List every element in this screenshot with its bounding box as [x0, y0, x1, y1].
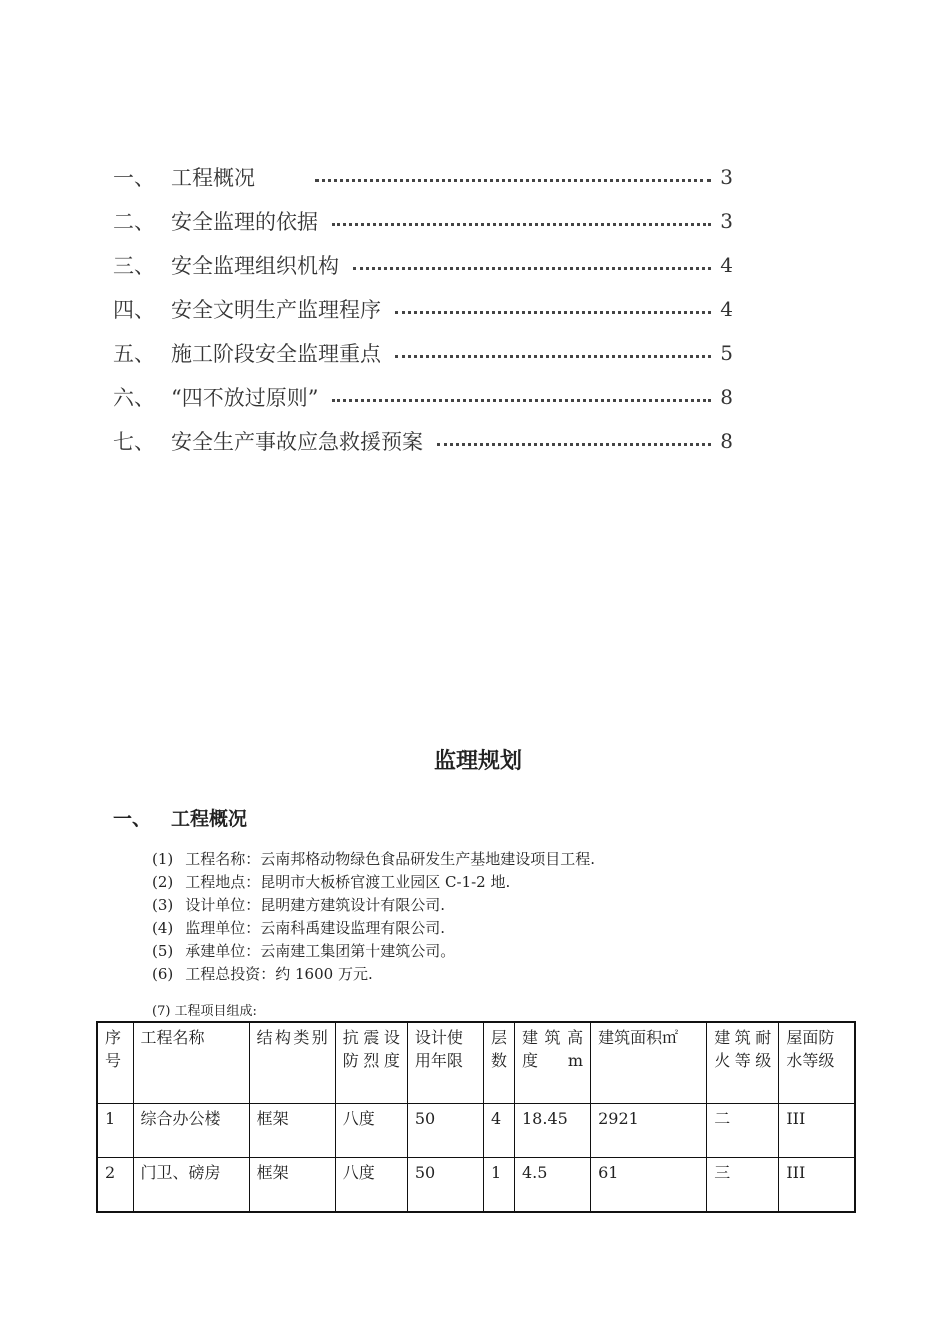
- toc-entry[interactable]: [113, 199, 733, 243]
- toc-page-number: 8: [720, 385, 733, 409]
- header-cell: 层数: [483, 1022, 514, 1104]
- table-cell: 4: [483, 1104, 514, 1158]
- toc-page-number: 4: [720, 297, 733, 321]
- table-cell: 50: [407, 1104, 483, 1158]
- header-cell: 建筑耐火等级: [707, 1022, 779, 1104]
- toc-entry[interactable]: [113, 419, 733, 463]
- table-cell: III: [779, 1104, 855, 1158]
- toc-leader-dots: [395, 311, 711, 314]
- info-index: (3): [152, 896, 174, 914]
- section-heading: [113, 804, 247, 831]
- project-info-list: [152, 848, 595, 986]
- info-item: [152, 848, 595, 871]
- toc-entry[interactable]: [113, 155, 733, 199]
- toc-number: 七、: [113, 430, 155, 454]
- info-item: [152, 894, 595, 917]
- toc-number: 三、: [113, 254, 155, 278]
- toc-title: 安全文明生产监理程序: [171, 298, 381, 322]
- toc-number: 四、: [113, 298, 155, 322]
- header-cell: 序号: [97, 1022, 133, 1104]
- table-of-contents: [113, 155, 733, 463]
- toc-page-number: 8: [720, 429, 733, 453]
- toc-title: 施工阶段安全监理重点: [171, 342, 381, 366]
- toc-page-number: 5: [720, 341, 733, 365]
- info-text: 承建单位：云南建工集团第十建筑公司。: [185, 942, 456, 960]
- toc-page-number: 3: [720, 165, 733, 189]
- info-index: (5): [152, 942, 174, 960]
- toc-title: 安全监理的依据: [171, 210, 318, 234]
- section-number: 一、: [113, 808, 152, 830]
- info-item: [152, 871, 595, 894]
- toc-number: 五、: [113, 342, 155, 366]
- info-text: 工程地点：昆明市大板桥官渡工业园区 C-1-2 地.: [185, 873, 511, 891]
- header-cell: 设计使用年限: [407, 1022, 483, 1104]
- toc-entry[interactable]: [113, 243, 733, 287]
- info-index: (4): [152, 919, 174, 937]
- project-composition-table: [96, 1021, 856, 1213]
- table-cell: 八度: [335, 1158, 407, 1213]
- table-cell: 2921: [591, 1104, 707, 1158]
- toc-leader-dots: [395, 355, 711, 358]
- composition-label: (7) 工程项目组成:: [152, 1004, 257, 1019]
- toc-leader-dots: [332, 223, 711, 226]
- document-title: 监理规划: [433, 749, 522, 774]
- table-row: [97, 1104, 855, 1158]
- table-cell: 2: [97, 1158, 133, 1213]
- header-cell: 抗震设防烈度: [335, 1022, 407, 1104]
- info-index: (1): [152, 850, 174, 868]
- info-item: [152, 917, 595, 940]
- toc-number: 一、: [113, 166, 155, 190]
- header-cell: 结构类别: [249, 1022, 335, 1104]
- toc-entry[interactable]: [113, 375, 733, 419]
- info-item: [152, 940, 595, 963]
- table-cell: 50: [407, 1158, 483, 1213]
- info-text: 监理单位：云南科禹建设监理有限公司.: [185, 919, 446, 937]
- table-cell: 二: [707, 1104, 779, 1158]
- table-cell: 4.5: [515, 1158, 591, 1213]
- table-cell: 61: [591, 1158, 707, 1213]
- header-cell: 建筑高度m: [515, 1022, 591, 1104]
- header-cell: 屋面防水等级: [779, 1022, 855, 1104]
- toc-leader-dots: [315, 179, 711, 182]
- table-cell: 三: [707, 1158, 779, 1213]
- toc-entry[interactable]: [113, 331, 733, 375]
- toc-leader-dots: [332, 399, 711, 402]
- toc-title: 安全生产事故应急救援预案: [171, 430, 423, 454]
- info-text: 工程总投资：约 1600 万元.: [185, 965, 373, 983]
- toc-title: 安全监理组织机构: [171, 254, 339, 278]
- table-cell: III: [779, 1158, 855, 1213]
- table-cell: 门卫、磅房: [133, 1158, 249, 1213]
- section-title: 工程概况: [171, 808, 248, 830]
- info-text: 工程名称：云南邦格动物绿色食品研发生产基地建设项目工程.: [185, 850, 596, 868]
- table-cell: 1: [97, 1104, 133, 1158]
- header-cell: 工程名称: [133, 1022, 249, 1104]
- toc-title: 工程概况: [171, 166, 255, 190]
- table-cell: 框架: [249, 1104, 335, 1158]
- table-cell: 框架: [249, 1158, 335, 1213]
- toc-leader-dots: [353, 267, 711, 270]
- toc-entry[interactable]: [113, 287, 733, 331]
- info-text: 设计单位：昆明建方建筑设计有限公司.: [185, 896, 446, 914]
- toc-title: “四不放过原则”: [171, 386, 319, 410]
- toc-number: 二、: [113, 210, 155, 234]
- table-cell: 八度: [335, 1104, 407, 1158]
- toc-number: 六、: [113, 386, 155, 410]
- header-cell: 建筑面积㎡: [591, 1022, 707, 1104]
- info-index: (2): [152, 873, 174, 891]
- info-index: (6): [152, 965, 174, 983]
- table-row: [97, 1158, 855, 1213]
- table-header-row: [97, 1022, 855, 1104]
- toc-page-number: 4: [720, 253, 733, 277]
- toc-page-number: 3: [720, 209, 733, 233]
- table-cell: 1: [483, 1158, 514, 1213]
- table-cell: 综合办公楼: [133, 1104, 249, 1158]
- table-cell: 18.45: [515, 1104, 591, 1158]
- info-item: [152, 963, 595, 986]
- toc-leader-dots: [437, 443, 711, 446]
